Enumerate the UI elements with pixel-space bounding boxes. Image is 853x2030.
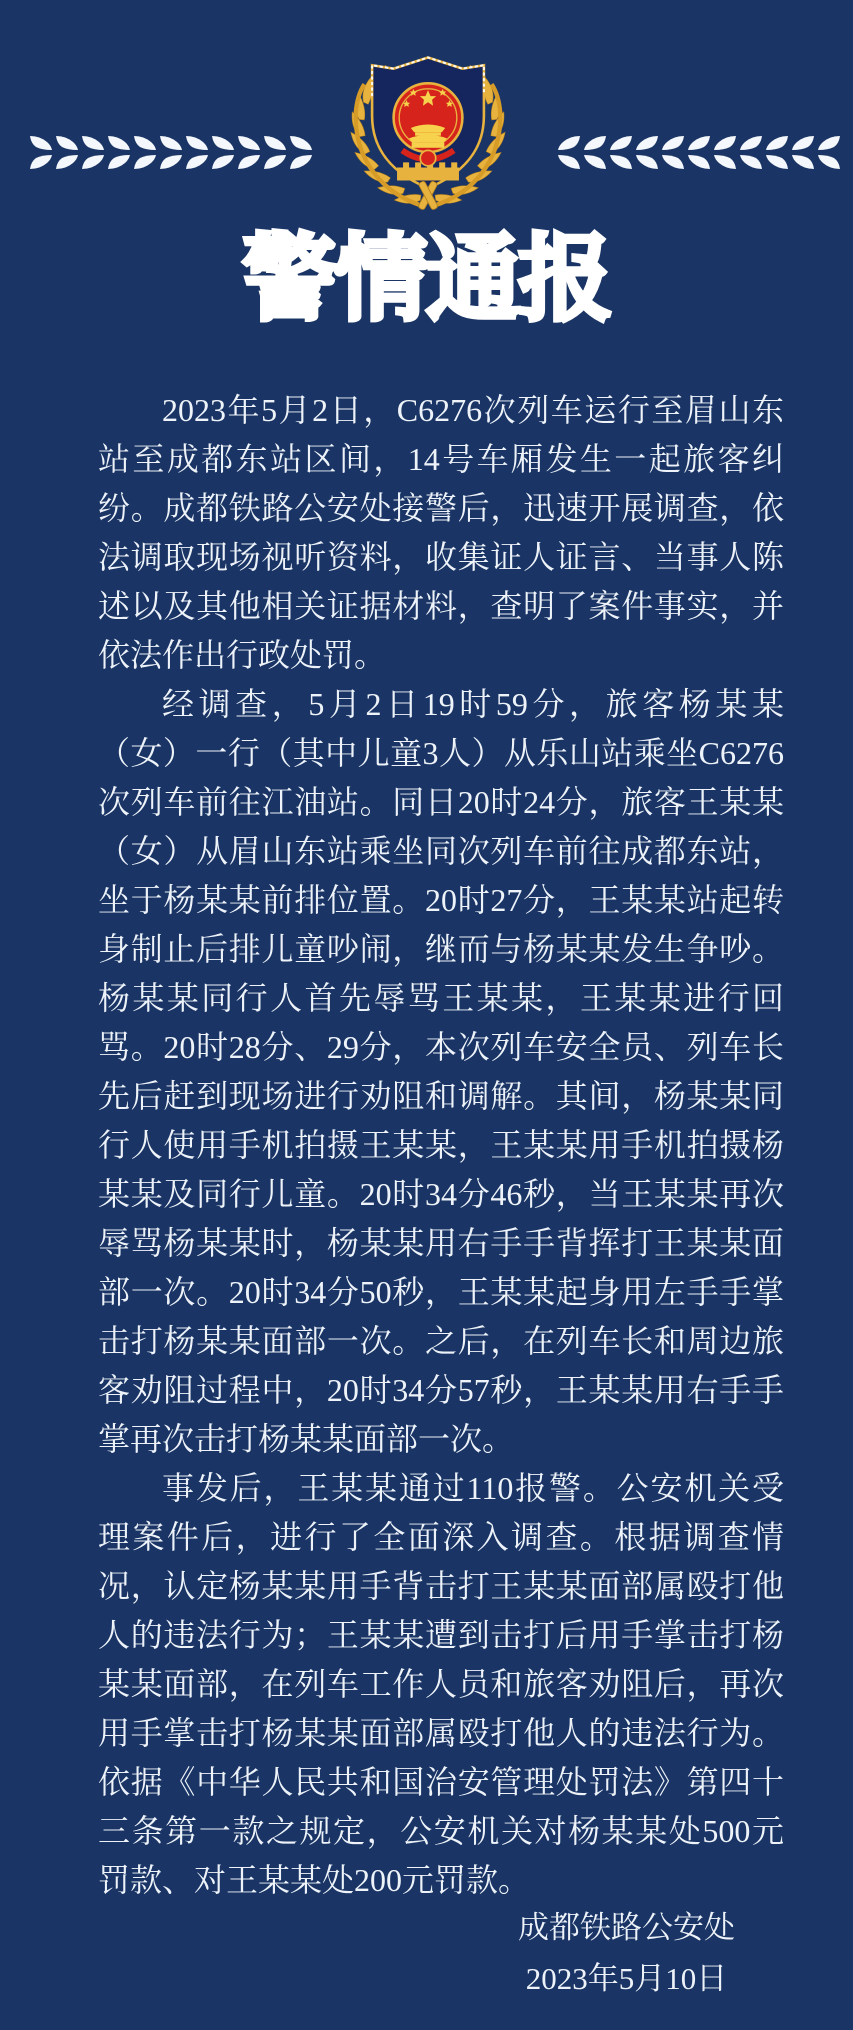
signature-date: 2023年5月10日	[525, 1961, 728, 1996]
chevron-band-right-icon	[550, 136, 844, 169]
paragraph-investigation: 经调查，5月2日19时59分，旅客杨某某（女）一行（其中儿童3人）从乐山站乘坐C6276次列车前往江油站。同日20时24分，旅客王某某（女）从眉山东站乘坐同次列车前往成都东站，坐于杨某某前排位置。20时27分，王某某站起转身制止后排儿童吵闹，继而与杨某某发生争吵。杨某某同行人首先辱骂王某某，王某某进行回骂。20时28分、29分，本次列车安全员、列车长先后赶到现场进行劝阻和调解。其间，杨某某同行人使用手机拍摄王某某，王某某用手机拍摄杨某某及同行儿童。20时34分46秒，当王某某再次辱骂杨某某时，杨某某用右手手背挥打王某某面部一次。20时34分50秒，王某某起身用左手手掌击打杨某某面部一次。之后，在列车长和周边旅客劝阻过程中，20时34分57秒，王某某用右手手掌再次击打杨某某面部一次。	[98, 686, 784, 1457]
paragraph-penalty: 事发后，王某某通过110报警。公安机关受理案件后，进行了全面深入调查。根据调查情况，认定杨某某用手背击打王某某面部属殴打他人的违法行为；王某某遭到击打后用手掌击打杨某某面部，在列车工作人员和旅客劝阻后，再次用手掌击打杨某某面部属殴打他人的违法行为。依据《中华人民共和国治安管理处罚法》第四十三条第一款之规定，公安机关对杨某某处500元罚款、对王某某处200元罚款。	[98, 1470, 784, 1898]
signature-block	[518, 1902, 735, 2004]
paragraph-incident: 2023年5月2日，C6276次列车运行至眉山东站至成都东站区间，14号车厢发生一起旅客纠纷。成都铁路公安处接警后，迅速开展调查，依法调取现场视听资料，收集证人证言、当事人陈述以及其他相关证据材料，查明了案件事实，并依法作出行政处罚。	[98, 392, 784, 673]
notice-title: 警情通报	[242, 226, 611, 331]
police-badge-icon	[342, 40, 514, 216]
notice-body	[98, 386, 784, 1905]
signature-organization: 成都铁路公安处	[518, 1910, 735, 1945]
chevron-band-left-icon	[26, 136, 320, 169]
